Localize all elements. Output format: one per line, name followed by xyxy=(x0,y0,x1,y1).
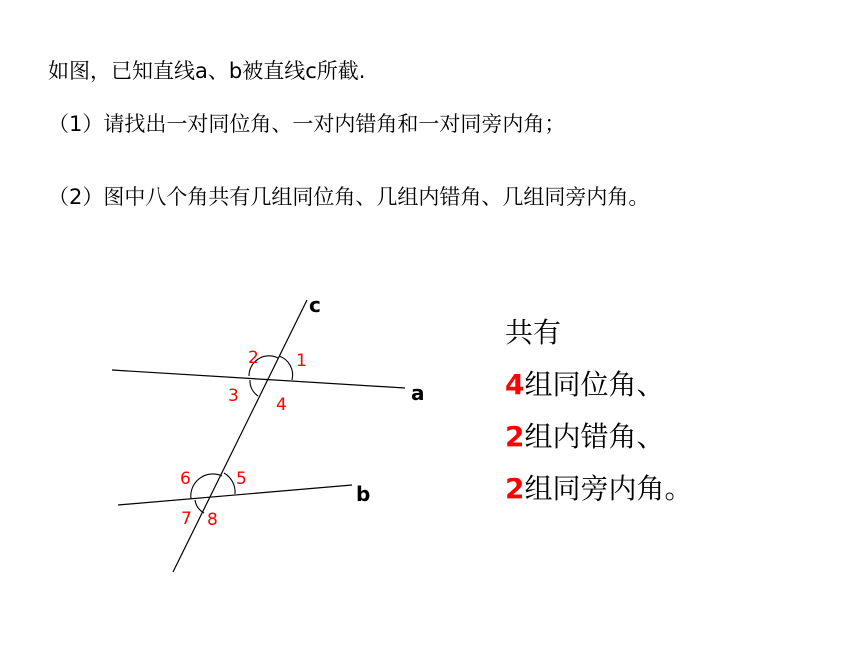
line-a xyxy=(112,370,405,388)
problem-part-2: （2）图中八个角共有几组同位角、几组内错角、几组同旁内角。 xyxy=(48,185,650,209)
answer-heading: 共有 xyxy=(505,316,562,349)
angle-arc-5 xyxy=(224,473,235,494)
angle-label-6: 6 xyxy=(180,469,191,489)
angle-label-3: 3 xyxy=(228,386,239,406)
label-line-c: c xyxy=(309,293,321,317)
answer-text: 组同旁内角。 xyxy=(524,472,693,505)
problem-part-1: （1）请找出一对同位角、一对内错角和一对同旁内角； xyxy=(48,112,566,136)
answer-count: 2 xyxy=(505,420,525,453)
angle-label-7: 7 xyxy=(181,509,192,529)
answer-item-alternate-interior xyxy=(505,411,693,463)
angle-label-4: 4 xyxy=(276,395,287,415)
angle-arc-6 xyxy=(191,474,222,499)
answer-item-corresponding xyxy=(505,359,693,411)
angle-label-1: 1 xyxy=(296,351,307,371)
angle-arc-1 xyxy=(279,356,293,380)
angle-label-2: 2 xyxy=(248,348,259,368)
angle-label-8: 8 xyxy=(207,510,218,530)
answer-count: 4 xyxy=(505,368,525,401)
answer-text: 组内错角、 xyxy=(524,420,665,453)
label-line-a: a xyxy=(411,381,425,405)
answer-item-same-side-interior xyxy=(505,463,693,515)
answer-count: 2 xyxy=(505,472,525,505)
angle-label-5: 5 xyxy=(236,469,247,489)
answer-block xyxy=(505,307,693,515)
answer-text: 组同位角、 xyxy=(524,368,665,401)
problem-intro: 如图，已知直线a、b被直线c所截. xyxy=(48,59,366,83)
angle-arc-34 xyxy=(250,380,258,396)
label-line-b: b xyxy=(356,482,371,506)
line-c xyxy=(173,300,307,572)
